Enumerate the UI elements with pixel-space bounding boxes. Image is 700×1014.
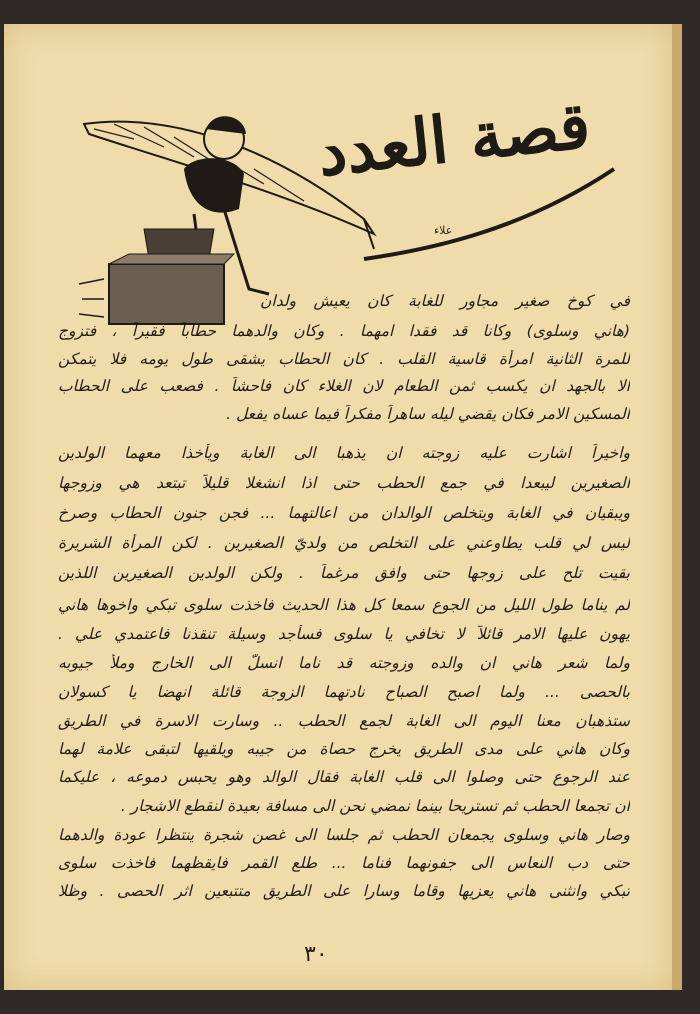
text-line: للمرة الثانية امرأة قاسية القلب . كان الحطاب يشقى طول يومه فلا يتمكن: [58, 350, 630, 368]
text-line: المسكين الامر فكان يقضي ليله ساهراً مفكراً فيما عساه يفعل .: [226, 405, 630, 423]
page-number: ٣٠: [304, 942, 328, 967]
text-line: الصغيرين ليبعدا في جمع الحطب حتى اذا انشغلا قليلاً تبتعد هي وزوجها: [58, 474, 630, 492]
text-line: يهون عليها الامر قائلاً لا تخافي يا سلوى فسأجد وسيلة تنقذنا فاعتمدي علي .: [58, 625, 630, 643]
text-line: ستذهبان معنا اليوم الى الغابة لجمع الحطب .. وسارت الاسرة في الطريق: [58, 712, 630, 730]
text-line: بالحصى ... ولما اصبح الصباح نادتهما الزوجة قائلة انهضا يا كسولان: [58, 683, 630, 701]
text-line: لم يناما طول الليل من الجوع سمعا كل هذا الحديث فاخذت سلوى تبكي واخوها هاني: [58, 596, 630, 614]
story-title: قصة العدد: [314, 87, 594, 192]
text-line: في كوخ صغير مجاور للغابة كان يعيش ولدان: [260, 292, 630, 310]
artist-signature: علاء: [434, 224, 453, 237]
text-line: ليس لي قلب يطاوعني على التخلص من ولديّ الصغيرين . لكن المرأة الشريرة: [58, 534, 630, 552]
text-line: بقيت تلح على زوجها حتى وافق مرغماً . ولكن الولدين الصغيرين اللذين: [58, 564, 630, 582]
text-line: ويبقيان في الغابة ويتخلص الوالدان من اعالتهما ... فجن جنون الحطاب وصرخ: [58, 504, 630, 522]
magazine-page: [4, 24, 672, 990]
text-line: حتى دب النعاس الى جفونهما فناما ... طلع القمر فايقظهما فاخذت سلوى: [58, 854, 630, 872]
text-line: وكان هاني على مدى الطريق يخرج حصاة من جيبه ويلقيها لتبقى علامة لهما: [58, 740, 630, 758]
page-edge: [672, 24, 682, 990]
text-line: ان تجمعا الحطب ثم تستريحا بينما نمضي نحن الى مسافة بعيدة لنقطع الاشجار .: [120, 797, 630, 815]
text-line: واخيراً اشارت عليه زوجته ان يذهبا الى الغابة ويأخذا معهما الولدين: [58, 444, 630, 462]
text-line: وصار هاني وسلوى يجمعان الحطب ثم جلسا الى غصن شجرة ينتظرا عودة والدهما: [58, 826, 630, 844]
text-line: (هاني وسلوى) وكانا قد فقدا امهما . وكان والدهما حطاباً فقيراً ، فتزوج: [58, 322, 630, 340]
text-line: الا بالجهد ان يكسب ثمن الطعام لان الغلاء كان فاحشاً . فصعب على الحطاب: [58, 377, 630, 395]
text-line: عند الرجوع حتى وصلوا الى قلب الغابة فقال الوالد وهو يحبس دموعه ، عليكما: [58, 768, 630, 786]
text-line: تبكي وانثنى هاني يعزيها وقاما وسارا على الطريق متتبعين اثر الحصى . وظلا: [58, 882, 630, 900]
text-line: ولما شعر هاني ان والده وزوجته قد ناما انسلّ الى الخارج وملأ جيوبه: [58, 654, 630, 672]
